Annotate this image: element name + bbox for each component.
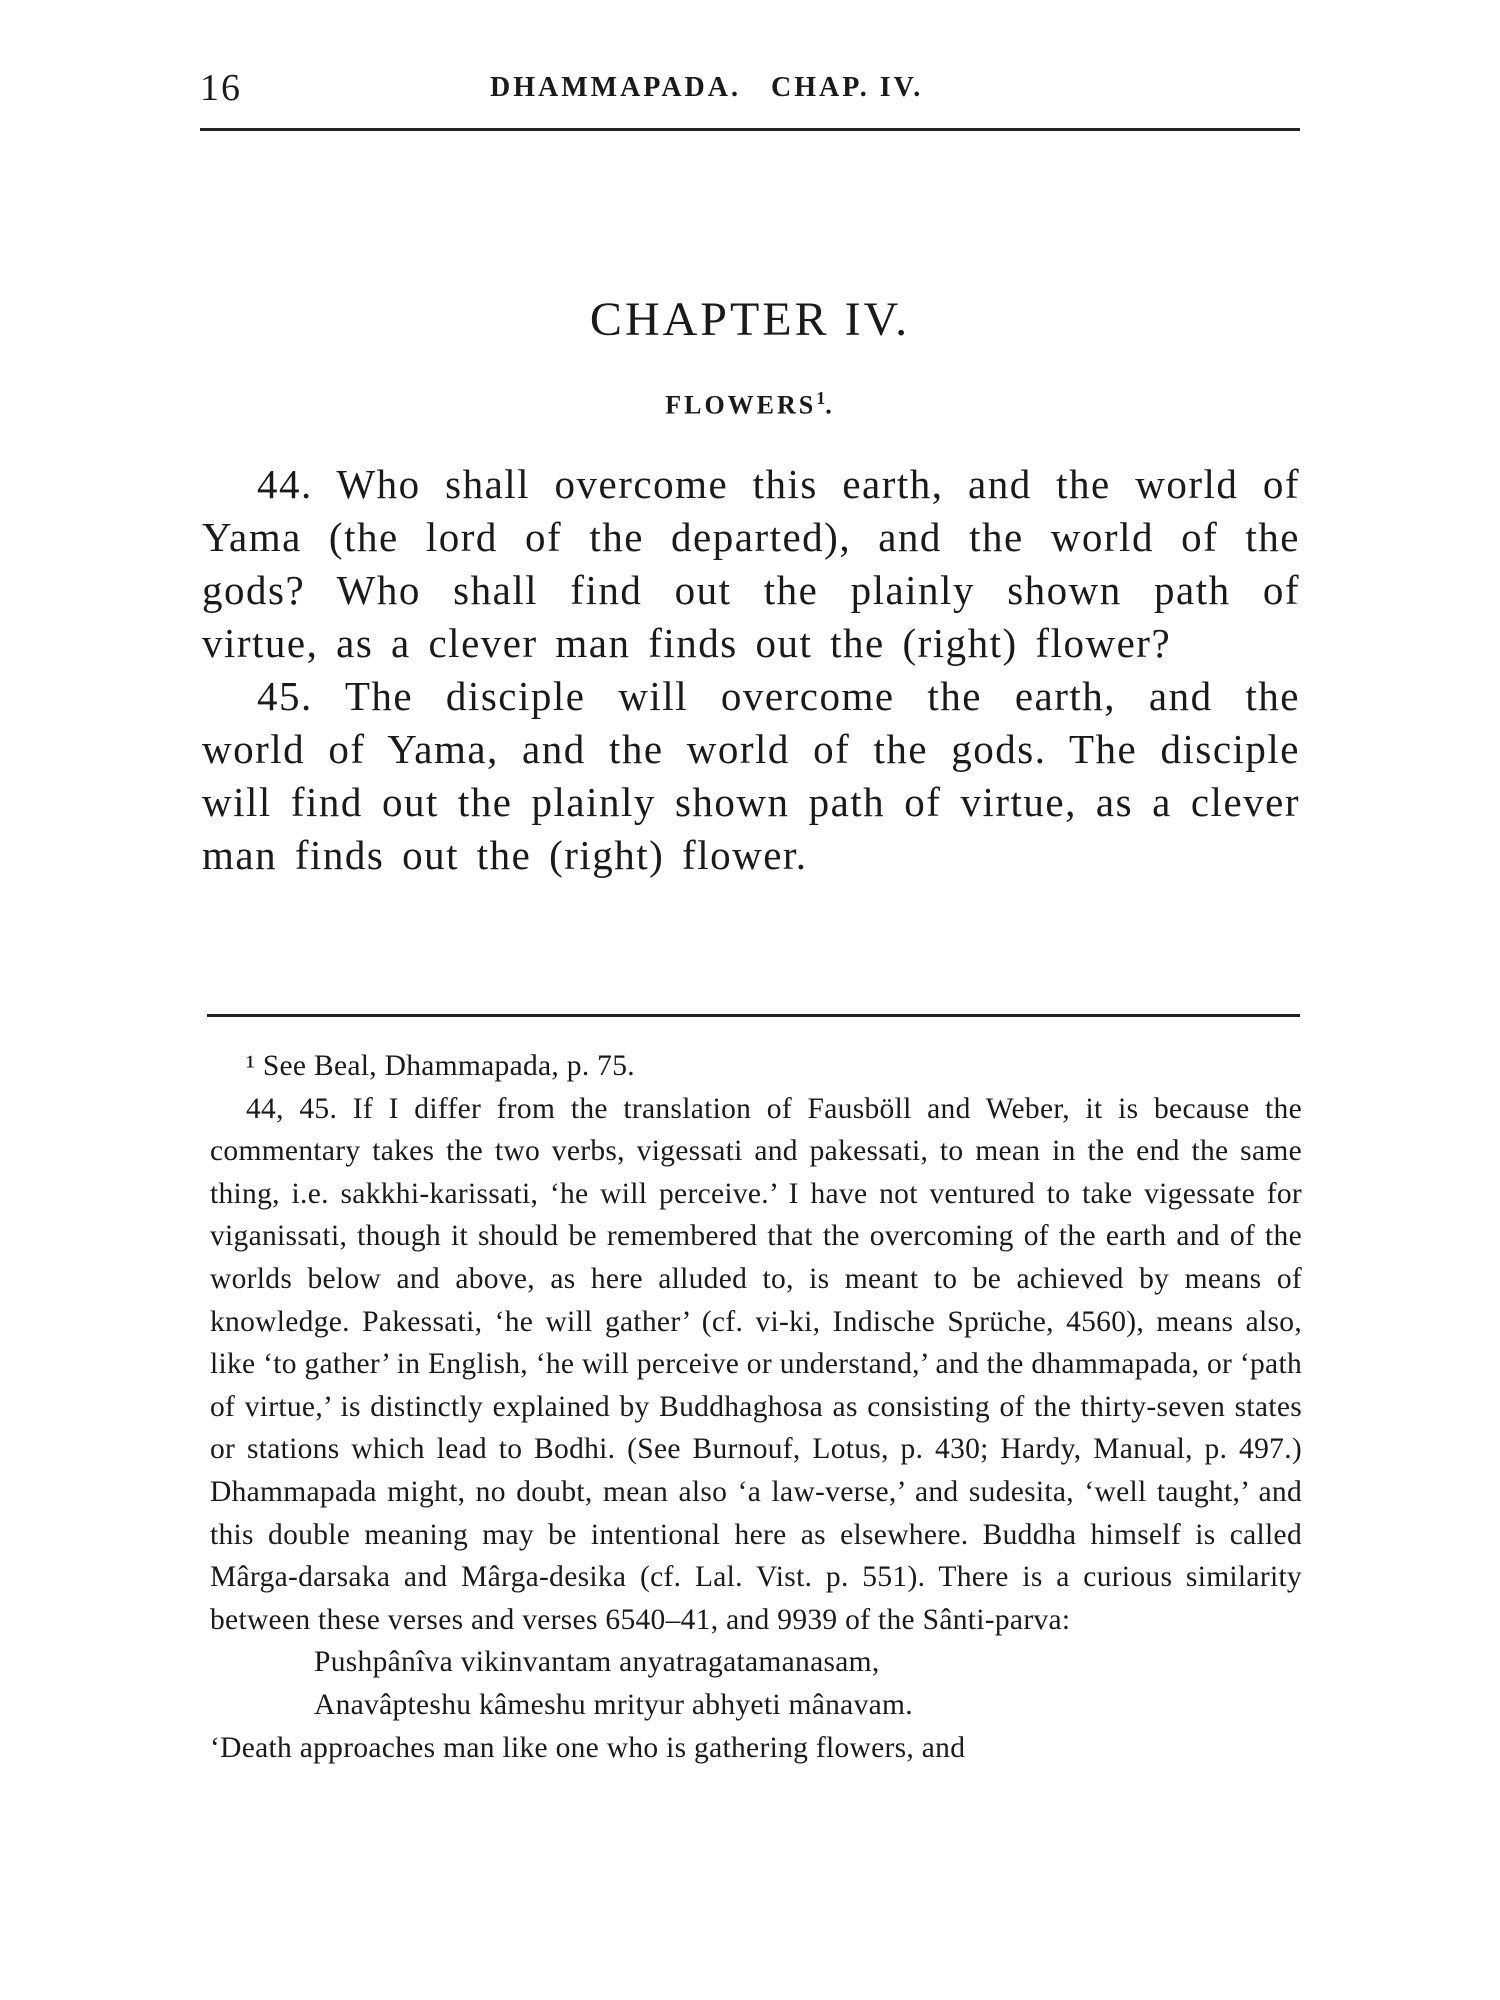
section-title-text: FLOWERS — [665, 390, 817, 420]
running-title: DHAMMAPADA. CHAP. IV. — [490, 72, 924, 103]
quote-line-2: Anavâpteshu kâmeshu mrityur abhyeti mânavam. — [314, 1688, 913, 1721]
verse-45: 45. The disciple will overcome the earth, and the world of Yama, and the world of the gods. The disciple will find out the plainly shown path of virtue, as a clever man finds out the (right) flower. — [202, 673, 1300, 878]
section-title — [0, 388, 1500, 421]
section-title-end: . — [825, 390, 835, 420]
running-head — [200, 66, 1300, 122]
footnote-44-45: 44, 45. If I differ from the translation of Fausböll and Weber, it is because the commentary takes the two verbs, vigessati and pakessati, to mean in the end the same thing, i.e. sakkhi-karissati, ‘he will perceive.’ I have not ventured to take vigessate for viganissati, though it should be remembered that the overcoming of the earth and of the worlds below and above, as here alluded to, is meant to be achieved by means of knowledge. Pakessati, ‘he will gather’ (cf. vi-ki, Indische Sprüche, 4560), means also, like ‘to gather’ in English, ‘he will perceive or understand,’ and the dhammapada, or ‘path of virtue,’ is distinctly explained by Buddhaghosa as consisting of the thirty-seven states or stations which lead to Bodhi. (See Burnouf, Lotus, p. 430; Hardy, Manual, p. 497.) Dhammapada might, no doubt, mean also ‘a law-verse,’ and sudesita, ‘well taught,’ and this double meaning may be intentional here as elsewhere. Buddha himself is called Mârga-darsaka and Mârga-desika (cf. Lal. Vist. p. 551). There is a curious similarity between these verses and verses 6540–41, and 9939 of the Sânti-parva: — [210, 1092, 1302, 1636]
chapter-title: CHAPTER IV. — [589, 293, 911, 346]
footnote-1: ¹ See Beal, Dhammapada, p. 75. — [246, 1050, 635, 1082]
footnote-last-line: ‘Death approaches man like one who is gathering flowers, and — [210, 1731, 966, 1764]
footnotes — [210, 1045, 1302, 1769]
header-rule — [200, 128, 1300, 131]
footnote-rule — [207, 1014, 1300, 1017]
footnote-marker: 1 — [816, 388, 826, 408]
verse-44: 44. Who shall overcome this earth, and the world of Yama (the lord of the departed), and the world of the gods? Who shall find out the plainly shown path of virtue, as a clever man finds out the (right) flower? — [202, 461, 1300, 666]
verses — [202, 458, 1300, 882]
quote-line-1: Pushpânîva vikinvantam anyatragatamanasam, — [314, 1646, 880, 1679]
page-number: 16 — [200, 67, 242, 109]
